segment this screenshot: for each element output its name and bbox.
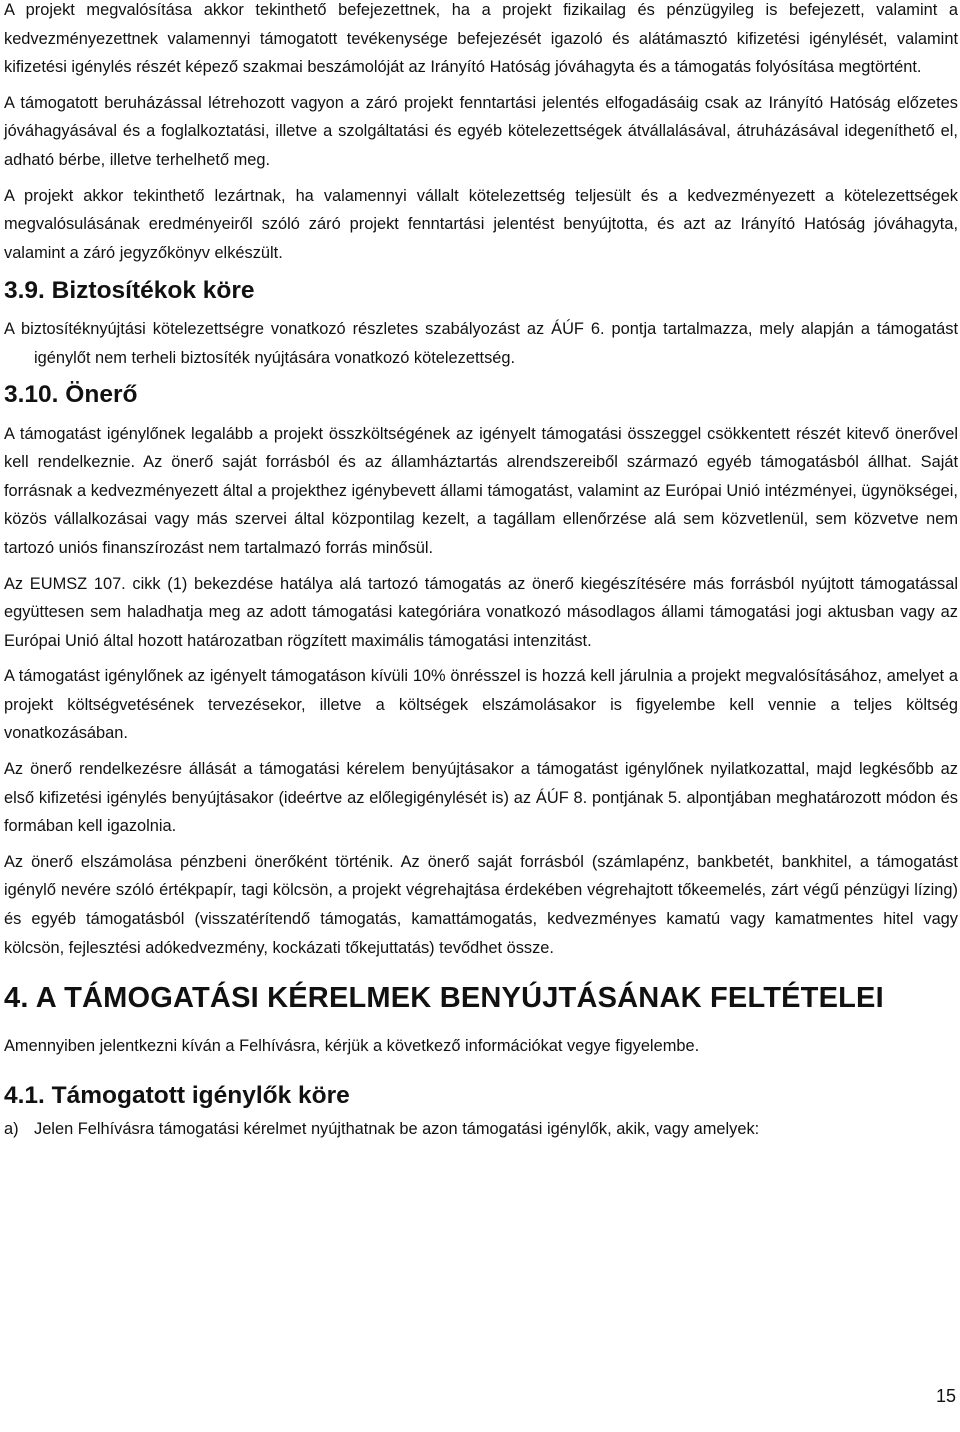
heading-4: 4. A TÁMOGATÁSI KÉRELMEK BENYÚJTÁSÁNAK FELTÉTELEI bbox=[4, 982, 884, 1015]
paragraph-asset-disposal: A támogatott beruházással létrehozott vagyon a záró projekt fenntartási jelentés elfogadásáig csak az Irányító Hatóság előzetes jóváhagyásával és a foglalkoztatási, illetve a szolgáltatási és egyéb kötelezettségek átvállalásával, átruházásával idegeníthető el, adható bérbe, illetve terhelhető meg. bbox=[4, 93, 958, 169]
paragraph-project-closure: A projekt akkor tekinthető lezártnak, ha valamennyi vállalt kötelezettség teljesült és a kedvezményezett a kötelezettségek megvalósulásának eredményeiről szóló záró projekt fenntartási jelentést benyújtotta, és azt az Irányító Hatóság jóváhagyta, valamint a záró jegyzőkönyv elkészült. bbox=[4, 186, 958, 262]
list-item-text: Jelen Felhívásra támogatási kérelmet nyújthatnak be azon támogatási igénylők, akik, vagy amelyek: bbox=[34, 1119, 760, 1138]
list-marker: a) bbox=[4, 1119, 19, 1138]
paragraph-guarantees: A biztosítéknyújtási kötelezettségre vonatkozó részletes szabályozást az ÁÚF 6. pontja tartalmazza, mely alapján a támogatást igénylőt nem terheli biztosíték nyújtására vonatkozó kötelezettség. bbox=[4, 320, 958, 367]
page-number: 15 bbox=[935, 1386, 956, 1406]
heading-3-9: 3.9. Biztosítékok köre bbox=[4, 277, 255, 305]
list-item-a bbox=[4, 1115, 958, 1144]
heading-4-1: 4.1. Támogatott igénylők köre bbox=[4, 1081, 350, 1109]
document-page bbox=[4, 0, 958, 1143]
paragraph-application-intro: Amennyiben jelentkezni kíván a Felhívásra, kérjük a következő információkat vegye figyelembe. bbox=[4, 1037, 700, 1056]
paragraph-own-contribution-2: Az EUMSZ 107. cikk (1) bekezdése hatálya alá tartozó támogatás az önerő kiegészítésére más forrásból nyújtott támogatással együttesen sem haladhatja meg az adott támogatási kategóriára vonatkozó másodlagos állami támogatási jogi aktusban vagy az Európai Unió által hozott határozatban rögzített maximális támogatási intenzitást. bbox=[4, 574, 958, 650]
paragraph-project-completion: A projekt megvalósítása akkor tekinthető befejezettnek, ha a projekt fizikailag és pénzügyileg is befejezett, valamint a kedvezményezettnek valamennyi támogatott tevékenysége befejezését igazoló és alátámasztó kifizetési igénylését, valamint kifizetési igénylés részét képező szakmai beszámolóját az Irányító Hatóság jóváhagyta és a támogatás folyósítása megtörtént. bbox=[4, 1, 958, 77]
heading-3-10: 3.10. Önerő bbox=[4, 380, 138, 408]
paragraph-own-contribution-4: Az önerő rendelkezésre állását a támogatási kérelem benyújtásakor a támogatást igénylőnek nyilatkozattal, majd legkésőbb az első kifizetési igénylés benyújtásakor (ideértve az előlegigénylését is) az ÁÚF 8. pontjának 5. alpontjában meghatározott módon és formában kell igazolnia. bbox=[4, 760, 958, 836]
paragraph-own-contribution-3: A támogatást igénylőnek az igényelt támogatáson kívüli 10% önrésszel is hozzá kell járulnia a projekt megvalósításához, amelyet a projekt költségvetésének tervezésekor, illetve a költségek elszámolásakor is figyelembe kell vennie a teljes költség vonatkozásában. bbox=[4, 667, 958, 743]
paragraph-own-contribution-5: Az önerő elszámolása pénzbeni önerőként történik. Az önerő saját forrásból (számlapénz, bankbetét, bankhitel, a támogatást igénylő nevére szóló értékpapír, tagi kölcsön, a projekt végrehajtása érdekében végrehajtott tőkeemelés, zárt végű pénzügyi lízing) és egyéb támogatásból (visszatérítendő támogatás, kamattámogatás, kedvezményes kamatú vagy kamatmentes hitel vagy kölcsön, fejlesztési adókedvezmény, kockázati tőkejuttatás) tevődhet össze. bbox=[4, 852, 958, 957]
paragraph-own-contribution-1: A támogatást igénylőnek legalább a projekt összköltségének az igényelt támogatási összeggel csökkentett részét kitevő önerővel kell rendelkeznie. Az önerő saját forrásból és az államháztartás alrendszereiből származó egyéb támogatásból állhat. Saját forrásnak a kedvezményezett által a projekthez igénybevett állami támogatást, valamint az Európai Unió intézményei, ügynökségei, közös vállalkozásai vagy más szervei által központilag kezelt, a tagállam ellenőrzése alá sem közvetlenül, sem közvetve nem tartozó uniós finanszírozást nem tartalmazó forrás minősül. bbox=[4, 424, 958, 557]
